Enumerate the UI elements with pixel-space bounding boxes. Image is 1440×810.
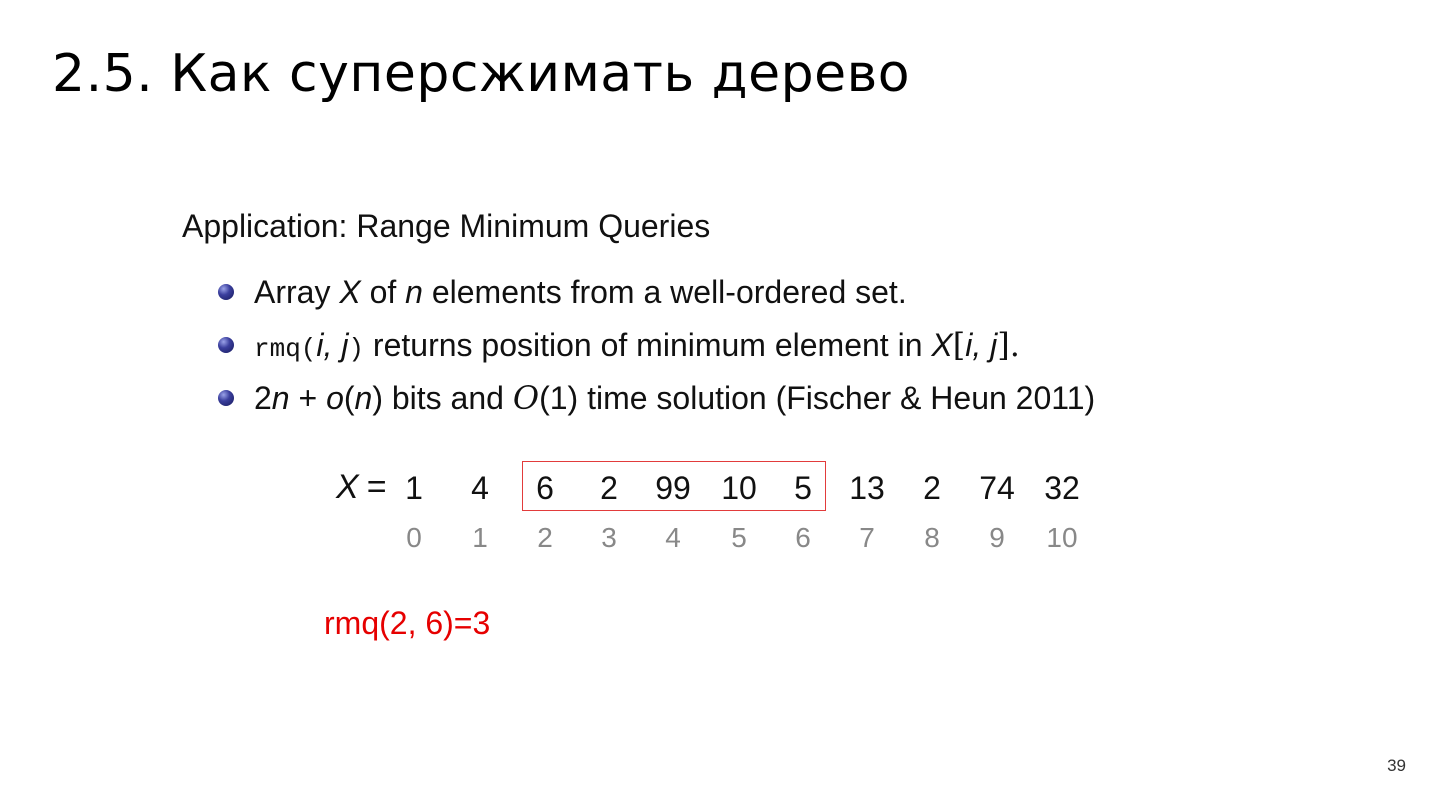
array-cell: 2: [923, 470, 941, 506]
math-func-o: o: [326, 380, 344, 416]
rmq-result: rmq(2, 6)=3: [324, 605, 491, 641]
bullet-list: [214, 270, 1095, 429]
range-highlight-box: [522, 461, 826, 511]
array-equals: =: [366, 468, 387, 506]
array-index: 1: [472, 522, 488, 553]
array-cell: 10: [721, 470, 757, 506]
array-cell: 1: [405, 470, 423, 506]
array-cell: 99: [655, 470, 691, 506]
bullet-item-rmq: [214, 323, 1095, 376]
math-var-n: n: [271, 380, 290, 416]
array-cell: 6: [536, 470, 554, 506]
array-index: 6: [795, 522, 811, 553]
math-var-n: n: [405, 274, 423, 310]
section-heading: Application: Range Minimum Queries: [182, 208, 711, 244]
array-label: [336, 468, 387, 507]
bullet-icon: [218, 284, 234, 300]
bullet-text: +: [289, 380, 327, 416]
bullet-text: Array: [254, 274, 340, 310]
array-index: 7: [859, 522, 875, 553]
code-rmq-open: rmq(: [254, 334, 317, 364]
array-index: 0: [406, 522, 422, 553]
bullet-icon: [218, 390, 234, 406]
code-rmq-close: ): [348, 334, 365, 364]
math-var-X: X: [931, 327, 953, 363]
math-range: i, j: [965, 327, 998, 363]
array-index: 2: [537, 522, 553, 553]
array-cell: 13: [849, 470, 885, 506]
bullet-text: 2: [254, 380, 272, 416]
slide-title: 2.5. Как суперсжимать дерево: [52, 44, 911, 104]
bullet-text: ) bits and: [372, 380, 513, 416]
bullet-item-array: [214, 270, 1095, 323]
array-cell: 4: [471, 470, 489, 506]
math-bracket-open: [: [952, 326, 966, 364]
bullet-text: (1) time solution (Fischer & Heun 2011): [539, 380, 1096, 416]
array-cell: 5: [794, 470, 812, 506]
math-var-n: n: [354, 380, 373, 416]
bullet-item-complexity: [214, 376, 1095, 429]
math-big-o: O: [512, 379, 540, 417]
array-index: 10: [1046, 522, 1078, 553]
math-args: i, j: [316, 327, 349, 363]
math-bracket-close: ].: [997, 326, 1020, 364]
bullet-text: of: [360, 274, 406, 310]
array-index: 4: [665, 522, 681, 553]
bullet-icon: [218, 337, 234, 353]
array-var: X: [336, 468, 359, 506]
array-index: 3: [601, 522, 617, 553]
array-cell: 74: [979, 470, 1015, 506]
bullet-text: (: [343, 380, 355, 416]
array-cell: 2: [600, 470, 618, 506]
array-cell: 32: [1044, 470, 1080, 506]
page-number: 39: [1387, 756, 1406, 775]
math-var-X: X: [339, 274, 361, 310]
array-index: 9: [989, 522, 1005, 553]
array-index: 8: [924, 522, 940, 553]
bullet-text: returns position of minimum element in: [364, 327, 932, 363]
array-index: 5: [731, 522, 747, 553]
bullet-text: elements from a well-ordered set.: [422, 274, 907, 310]
